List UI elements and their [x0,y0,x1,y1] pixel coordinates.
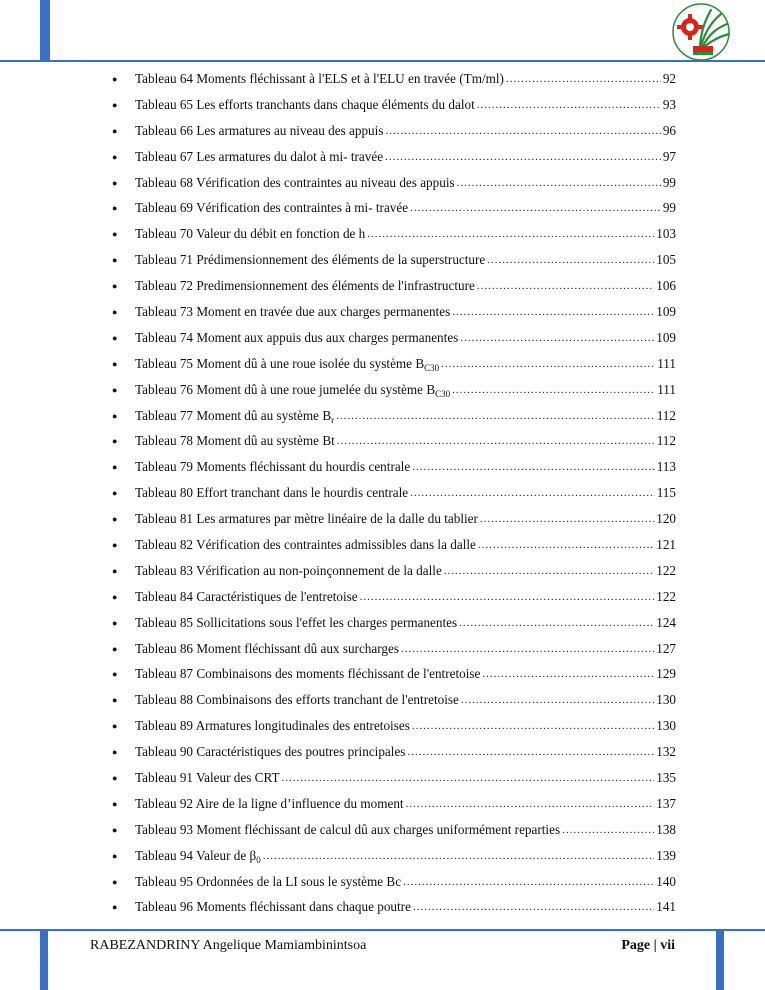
toc-entry-title: Tableau 67 Les armatures du dalot à mi- travée [135,148,384,164]
toc-entry-page: 132 [656,744,676,760]
toc-entry-page: 105 [656,252,676,268]
dot-leader [367,228,654,240]
toc-entry-page: 112 [656,433,676,449]
toc-entry[interactable] [110,273,676,299]
dot-leader [482,668,654,680]
toc-entry[interactable] [110,584,676,610]
toc-entry-subscript: C30 [424,362,440,373]
toc-entry-page: 109 [656,303,676,319]
toc-entry[interactable] [110,299,676,325]
dot-leader [457,177,661,189]
bullet-icon: ● [112,306,118,317]
toc-entry[interactable] [110,506,676,532]
toc-entry[interactable] [110,92,676,118]
toc-entry-title: Tableau 80 Effort tranchant dans le hourdis centrale [135,485,409,501]
institution-logo-icon [663,2,735,62]
toc-entry[interactable] [110,739,676,765]
footer-accent-bar-right [716,931,724,990]
toc-entry[interactable] [110,687,676,713]
toc-entry-page: 122 [656,562,676,578]
toc-entry-title: Tableau 70 Valeur du débit en fonction de h [135,226,366,242]
toc-entry-page: 121 [656,536,676,552]
toc-entry-page: 113 [656,459,676,475]
dot-leader [441,358,655,370]
dot-leader [459,617,654,629]
dot-leader [336,410,655,422]
toc-entry[interactable] [110,895,676,921]
toc-entry[interactable] [110,558,676,584]
bullet-icon: ● [112,798,118,809]
dot-leader [410,202,661,214]
toc-entry[interactable] [110,454,676,480]
toc-entry-title: Tableau 94 Valeur de $\beta_0$ [135,847,261,865]
toc-entry-title: Tableau 76 Moment dû à une roue jumelée du système $B_{C30}$ [135,381,451,399]
bullet-icon: ● [112,617,118,628]
bullet-icon: ● [112,229,118,240]
toc-entry-title: Tableau 81 Les armatures par mètre linéaire de la dalle du tablier [135,511,478,527]
toc-entry-page: 112 [656,407,676,423]
dot-leader [360,591,655,603]
bullet-icon: ● [112,281,118,292]
toc-entry-page: 137 [656,795,676,811]
toc-entry-title: Tableau 71 Prédimensionnement des éléments de la superstructure [135,252,486,268]
toc-entry-title: Tableau 66 Les armatures au niveau des appuis [135,122,384,138]
toc-entry-page: 109 [656,329,676,345]
dot-leader [410,487,655,499]
toc-entry[interactable] [110,377,676,403]
bullet-icon: ● [112,514,118,525]
dot-leader [506,73,661,85]
toc-entry-page: 130 [656,692,676,708]
bullet-icon: ● [112,824,118,835]
toc-entry-title: Tableau 95 Ordonnées de la LI sous le système Bc [135,873,402,889]
toc-entry-page: 138 [656,821,676,837]
toc-entry[interactable] [110,661,676,687]
toc-entry[interactable] [110,118,676,144]
toc-entry[interactable] [110,195,676,221]
toc-entry-title: Tableau 93 Moment fléchissant de calcul dû aux charges uniformément reparties [135,821,561,837]
dot-leader [452,384,655,396]
toc-entry-page: 135 [656,769,676,785]
toc-entry[interactable] [110,170,676,196]
bullet-icon: ● [112,436,118,447]
bullet-icon: ● [112,384,118,395]
toc-entry-title: Tableau 73 Moment en travée due aux charges permanentes [135,303,451,319]
toc-entry-title: Tableau 90 Caractéristiques des poutres principales [135,744,406,760]
dot-leader [412,461,654,473]
dot-leader [562,824,654,836]
toc-entry-page: 111 [657,381,676,397]
bullet-icon: ● [112,73,118,84]
dot-leader [337,435,655,447]
toc-entry-page: 139 [656,847,676,863]
toc-entry-title: Tableau 69 Vérification des contraintes à mi- travée [135,200,409,216]
toc-entry-title: Tableau 96 Moments fléchissant dans chaque poutre [135,899,411,915]
toc-entry[interactable] [110,351,676,377]
toc-entry-page: 129 [656,666,676,682]
bullet-icon: ● [112,177,118,188]
toc-entry-page: 103 [656,226,676,242]
dot-leader [452,306,654,318]
dot-leader [407,746,654,758]
dot-leader [403,876,654,888]
toc-entry-subscript: 0 [256,854,261,865]
bullet-icon: ● [112,125,118,136]
bullet-icon: ● [112,876,118,887]
toc-entry-page: 99 [662,200,676,216]
toc-entry-title: Tableau 65 Les efforts tranchants dans chaque éléments du dalot [135,96,475,112]
toc-entry[interactable] [110,403,676,429]
bullet-icon: ● [112,358,118,369]
dot-leader [412,720,654,732]
toc-entry-subscript: r [331,414,335,425]
toc-entry-title: Tableau 83 Vérification au non-poinçonnement de la dalle [135,562,442,578]
toc-entry-title: Tableau 72 Predimensionnement des éléments de l'infrastructure [135,278,475,294]
toc-entry[interactable] [110,325,676,351]
dot-leader [480,513,654,525]
table-of-contents-list [110,66,676,920]
toc-entry-page: 141 [656,899,676,915]
toc-entry[interactable] [110,144,676,170]
toc-entry-title: Tableau 91 Valeur des CRT [135,769,280,785]
toc-entry[interactable] [110,791,676,817]
toc-entry-title: Tableau 82 Vérification des contraintes admissibles dans la dalle [135,536,476,552]
toc-entry-title: Tableau 64 Moments fléchissant à l'ELS et à l'ELU en travée (Tm/ml) [135,70,504,86]
toc-entry-page: 130 [656,718,676,734]
toc-entry-title: Tableau 78 Moment dû au système Bt [135,433,335,449]
bullet-icon: ● [112,591,118,602]
bullet-icon: ● [112,643,118,654]
dot-leader [478,539,654,551]
bullet-icon: ● [112,747,118,758]
toc-entry-page: 106 [656,278,676,294]
bullet-icon: ● [112,332,118,343]
toc-entry-page: 96 [662,122,676,138]
bullet-icon: ● [112,410,118,421]
bullet-icon: ● [112,772,118,783]
bullet-icon: ● [112,203,118,214]
bullet-icon: ● [112,695,118,706]
toc-entry-title: Tableau 86 Moment fléchissant dû aux surcharges [135,640,399,656]
dot-leader [461,694,654,706]
toc-entry-title: Tableau 68 Vérification des contraintes au niveau des appuis [135,174,455,190]
dot-leader [413,901,654,913]
dot-leader [477,99,661,111]
toc-entry[interactable] [110,66,676,92]
toc-entry-title: Tableau 85 Sollicitations sous l'effet les charges permanentes [135,614,458,630]
toc-entry-page: 127 [656,640,676,656]
toc-entry[interactable] [110,843,676,869]
toc-entry[interactable] [110,532,676,558]
footer-rule [0,929,765,931]
toc-entry-page: 124 [656,614,676,630]
footer-author: RABEZANDRINY Angelique Mamiambinintsoa [90,938,367,953]
toc-entry-title: Tableau 75 Moment dû à une roue isolée du système $B_{C30}$ [135,355,440,373]
toc-entry-title: Tableau 77 Moment dû au système $B_r$ [135,407,335,425]
dot-leader [263,850,654,862]
toc-entry-title: Tableau 84 Caractéristiques de l'entretoise [135,588,358,604]
dot-leader [385,151,661,163]
dot-leader [406,798,655,810]
toc-entry[interactable] [110,765,676,791]
toc-entry-page: 92 [662,70,676,86]
header-accent-bar [40,0,50,60]
toc-entry-title: Tableau 89 Armatures longitudinales des entretoises [135,718,410,734]
toc-entry-page: 120 [656,511,676,527]
toc-entry-page: 99 [662,174,676,190]
toc-entry[interactable] [110,428,676,454]
bullet-icon: ● [112,151,118,162]
toc-entry-page: 93 [662,96,676,112]
dot-leader [487,254,654,266]
footer-accent-bar-left [40,931,48,990]
bullet-icon: ● [112,902,118,913]
dot-leader [477,280,654,292]
toc-entry-title: Tableau 88 Combinaisons des efforts tranchant de l'entretoise [135,692,459,708]
bullet-icon: ● [112,99,118,110]
bullet-icon: ● [112,850,118,861]
toc-entry[interactable] [110,610,676,636]
toc-entry[interactable] [110,869,676,895]
toc-entry[interactable] [110,636,676,662]
toc-entry[interactable] [110,247,676,273]
toc-entry-page: 97 [662,148,676,164]
bullet-icon: ● [112,488,118,499]
toc-entry-title: Tableau 92 Aire de la ligne d’influence du moment [135,795,404,811]
header-rule [0,60,765,62]
bullet-icon: ● [112,721,118,732]
toc-entry-title: Tableau 74 Moment aux appuis dus aux charges permanentes [135,329,459,345]
dot-leader [282,772,655,784]
dot-leader [401,643,654,655]
bullet-icon: ● [112,255,118,266]
toc-entry[interactable] [110,480,676,506]
bullet-icon: ● [112,462,118,473]
toc-entry[interactable] [110,713,676,739]
toc-entry-subscript: C30 [435,388,451,399]
toc-entry-page: 111 [657,355,676,371]
toc-entry-page: 140 [656,873,676,889]
toc-entry-title: Tableau 79 Moments fléchissant du hourdis centrale [135,459,411,475]
toc-entry-title: Tableau 87 Combinaisons des moments fléchissant de l'entretoise [135,666,481,682]
bullet-icon: ● [112,565,118,576]
bullet-icon: ● [112,539,118,550]
toc-entry[interactable] [110,817,676,843]
bullet-icon: ● [112,669,118,680]
toc-entry-page: 122 [656,588,676,604]
dot-leader [444,565,654,577]
toc-entry[interactable] [110,221,676,247]
footer-page-number: Page | vii [621,938,675,953]
dot-leader [460,332,654,344]
dot-leader [385,125,660,137]
toc-entry-page: 115 [656,485,676,501]
